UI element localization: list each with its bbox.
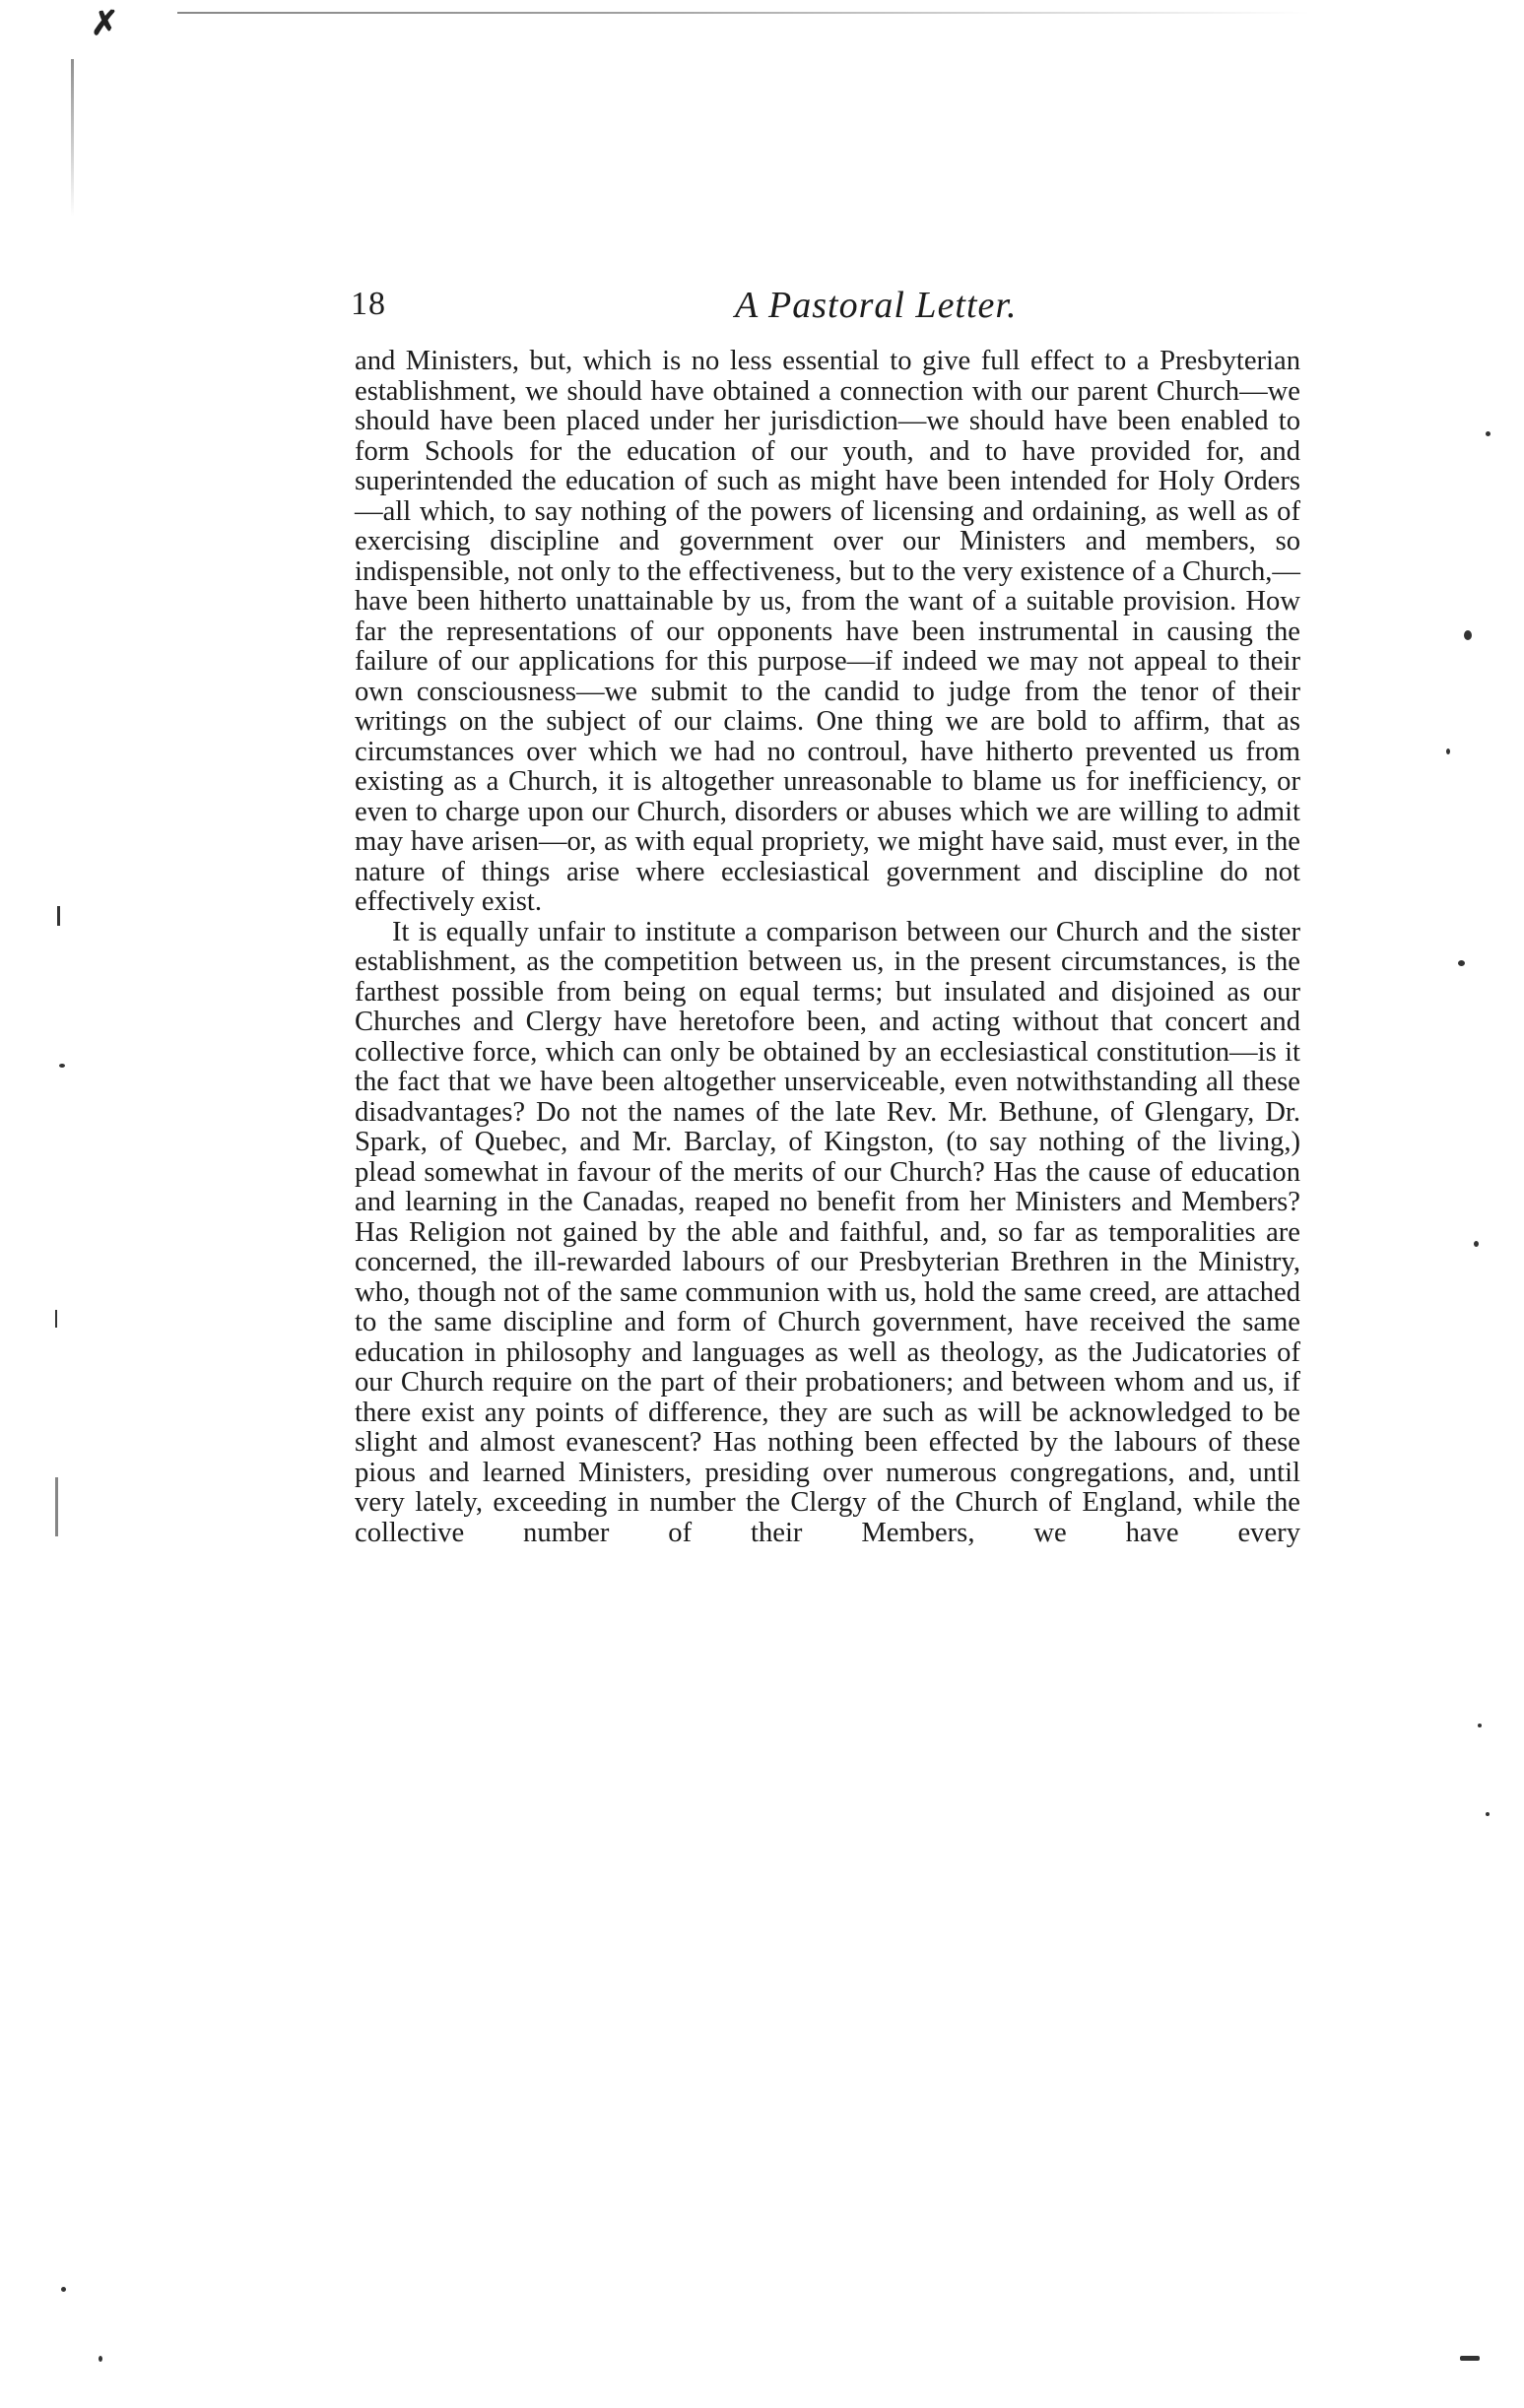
speck [1460, 2356, 1480, 2361]
speck [1458, 960, 1465, 966]
speck [1486, 1812, 1490, 1816]
speck [1478, 1724, 1482, 1727]
speck [59, 1064, 65, 1068]
speck [55, 1477, 58, 1536]
speck [1464, 630, 1472, 640]
speck [61, 2287, 66, 2292]
page-number: 18 [351, 286, 386, 322]
speck [57, 906, 60, 926]
paragraph: It is equally unfair to institute a comparison between our Church and the sister establishment, as the competition between us, in the present circumstances, is the farthest possible from being on equal terms; but insulated and disjoined as our Churches and Clergy have heretofore been, and acting without that concert and collective force, which can only be obtained by an ecclesiastical constitution—is it the fact that we have been altogether unserviceable, even notwithstanding all these disadvantages? Do not the names of the late Rev. Mr. Bethune, of Glengary, Dr. Spark, of Quebec, and Mr. Barclay, of Kingston, (to say nothing of the living,) plead somewhat in favour of the merits of our Church? Has the cause of education and learning in the Canadas, reaped no benefit from her Ministers and Members? Has Religion not gained by the able and faithful, and, so far as temporalities are concerned, the ill-rewarded labours of our Presbyterian Brethren in the Ministry, who, though not of the same communion with us, hold the same creed, are attached to the same discipline and form of Church government, have received the same education in philosophy and languages as well as theology, as the Judicatories of our Church require on the part of their probationers; and between whom and us, if there exist any points of difference, they are such as will be acknowledged to be slight and almost evanescent? Has nothing been effected by the labours of these pious and learned Ministers, presiding over numerous congregations, and, until very lately, exceeding in number the Clergy of the Church of England, while the collective number of their Members, we have every [355, 916, 1300, 1548]
page-edge-shadow [71, 59, 74, 217]
speck [55, 1310, 57, 1328]
speck [1446, 748, 1450, 754]
paragraph: and Ministers, but, which is no less essential to give full effect to a Presbyterian establishment, we should have obtained a connection with our parent Church—we should have been placed under her jurisdiction—we should have been enabled to form Schools for the education of our youth, and to have provided for, and superintended the education of such as might have been intended for Holy Orders—all which, to say nothing of the powers of licensing and ordaining, as well as of exercising discipline and government over our Ministers and members, so indispensible, not only to the effectiveness, but to the very existence of a Church,—have been hitherto unattainable by us, from the want of a suitable provision. How far the representations of our opponents have been instrumental in causing the failure of our applications for this purpose—if indeed we may not appeal to their own consciousness—we submit to the candid to judge from the tenor of their writings on the subject of our claims. One thing we are bold to affirm, that as circumstances over which we had no controul, have hitherto prevented us from existing as a Church, it is altogether unreasonable to blame us for inefficiency, or even to charge upon our Church, disorders or abuses which we are willing to admit may have arisen—or, as with equal propriety, we might have said, must ever, in the nature of things arise where ecclesiastical government and discipline do not effectively exist. [355, 346, 1300, 917]
speck [1474, 1241, 1479, 1247]
scan-artifact-mark: ✗ [91, 6, 119, 42]
page-header [351, 286, 1306, 335]
scan-artifact-rule [177, 12, 1310, 14]
speck [1486, 431, 1491, 436]
speck [99, 2356, 102, 2362]
running-head: A Pastoral Letter. [735, 285, 1018, 326]
body-text [355, 347, 1300, 1548]
